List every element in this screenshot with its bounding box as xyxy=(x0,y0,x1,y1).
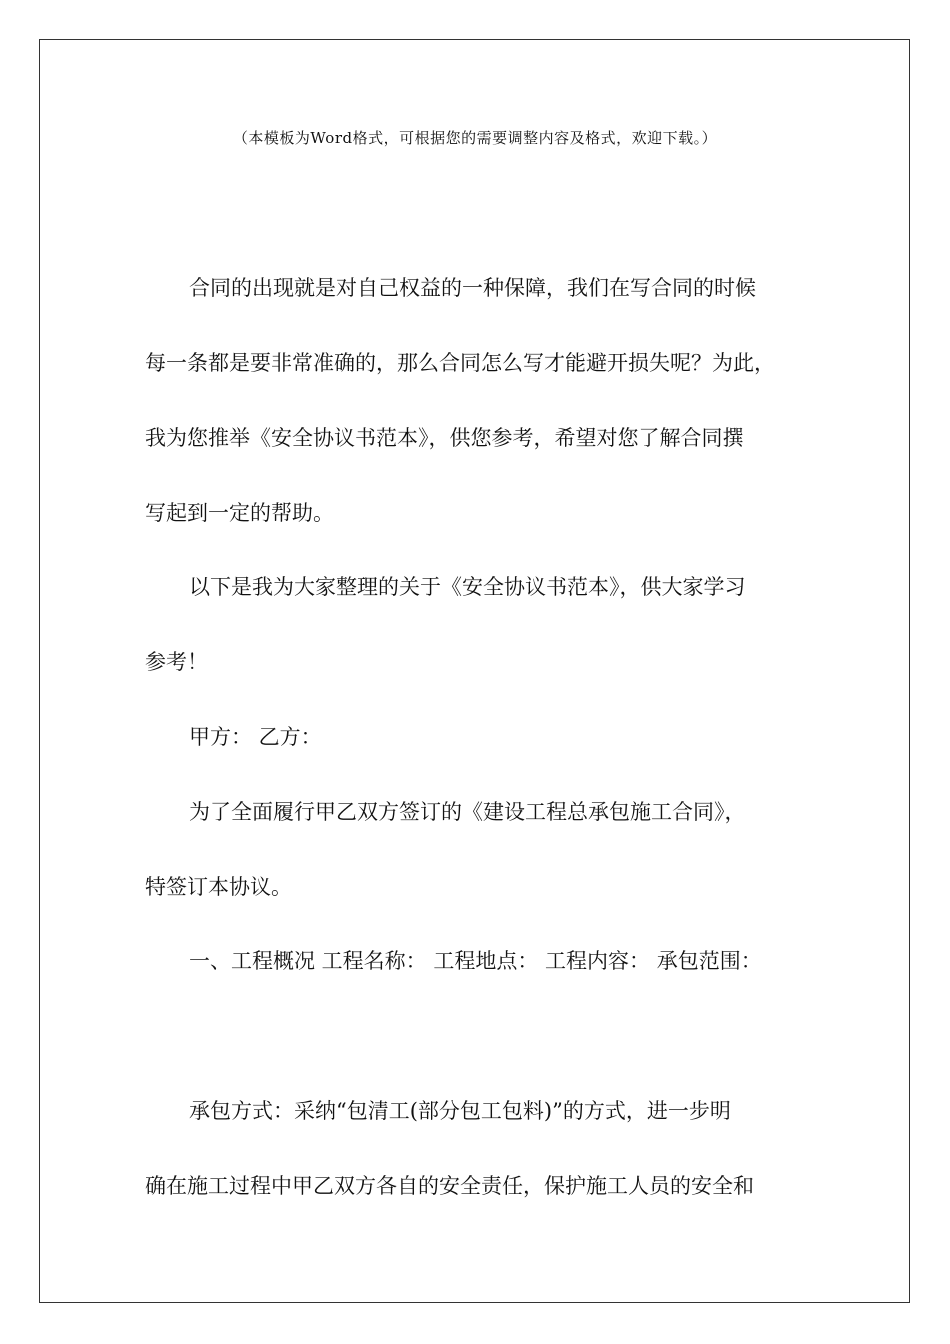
paragraph-line: 每一条都是要非常准确的，那么合同怎么写才能避开损失呢？为此， xyxy=(145,351,775,375)
paragraph-line: 为了全面履行甲乙双方签订的《建设工程总承包施工合同》， xyxy=(189,800,746,824)
party-line: 甲方： 乙方： xyxy=(189,725,322,749)
paragraph-line: 合同的出现就是对自己权益的一种保障，我们在写合同的时候 xyxy=(189,276,756,300)
section-heading: 一、工程概况 工程名称： 工程地点： 工程内容： 承包范围： xyxy=(189,949,762,973)
paragraph-line: 承包方式：采纳“包清工(部分包工包料)”的方式，进一步明 xyxy=(189,1099,731,1123)
paragraph-line: 参考！ xyxy=(145,650,208,674)
paragraph-line: 我为您推举《安全协议书范本》，供您参考，希望对您了解合同撰 xyxy=(145,426,744,450)
template-notice: （本模板为Word格式，可根据您的需要调整内容及格式，欢迎下载。） xyxy=(232,129,718,147)
paragraph-line: 以下是我为大家整理的关于《安全协议书范本》，供大家学习 xyxy=(189,575,746,599)
paragraph-line: 确在施工过程中甲乙双方各自的安全责任，保护施工人员的安全和 xyxy=(145,1174,754,1198)
paragraph-line: 写起到一定的帮助。 xyxy=(145,501,334,525)
paragraph-line: 特签订本协议。 xyxy=(145,875,292,899)
